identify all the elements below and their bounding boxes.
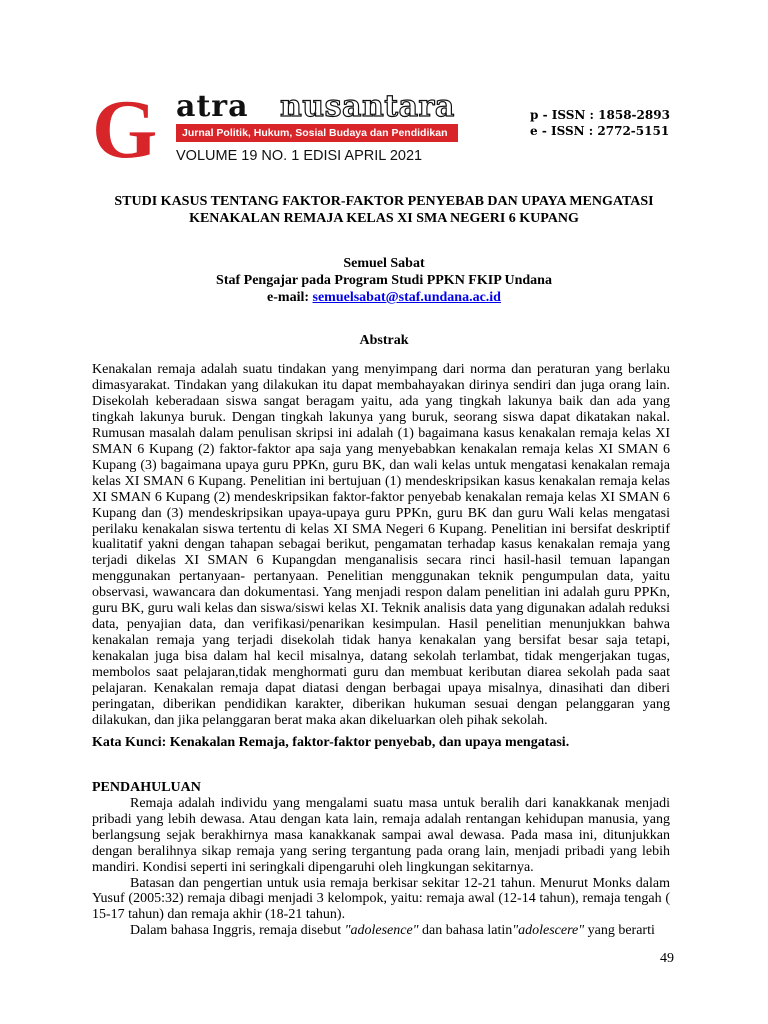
- journal-subtitle: Jurnal Politik, Hukum, Sosial Budaya dan Pendidikan: [176, 124, 458, 142]
- p-issn: p - ISSN : 1858-2893: [530, 108, 670, 122]
- author-affiliation: Staf Pengajar pada Program Studi PPKN FKIP Undana: [216, 273, 552, 288]
- intro-p3-text-c: yang berarti: [584, 923, 655, 939]
- logo-letter-g: G: [92, 83, 158, 176]
- issn-block: [530, 107, 670, 139]
- title-line-2: KENAKALAN REMAJA KELAS XI SMA NEGERI 6 KUPANG: [189, 211, 579, 226]
- journal-volume: VOLUME 19 NO. 1 EDISI APRIL 2021: [176, 148, 423, 164]
- intro-paragraph-1: Remaja adalah individu yang mengalami suatu masa untuk beralih dari kanakkanak menjadi pribadi yang lebih dewasa. Atau dengan kata lain, remaja adalah rentangan kehidupan manusia, yang berlangsung sejak berakhirnya masa kanakkanak sampai awal dewasa. Pada masa ini, ditunjukkan dengan beralihnya sikap remaja yang sering tergantung pada orang lain, menjadi pribadi yang lebih mandiri. Kondisi seperti ini seringkali dipengaruhi oleh lingkungan sekitarnya.: [92, 796, 670, 875]
- term-adolesence: "adolesence": [344, 923, 419, 939]
- intro-p3-text-a: Dalam bahasa Inggris, remaja disebut: [130, 923, 345, 939]
- intro-paragraph-2: Batasan dan pengertian untuk usia remaja berkisar sekitar 12-21 tahun. Menurut Monks dalam Yusuf (2005:32) remaja dibagi menjadi 3 kelompok, yaitu: remaja awal (12-14 tahun), remaja tengah ( 15-17 tahun) dan remaja akhir (18-21 tahun).: [92, 875, 670, 923]
- intro-paragraph-3: [92, 923, 670, 939]
- abstract-text: Kenakalan remaja adalah suatu tindakan yang menyimpang dari norma dan peraturan yang berlaku dimasyarakat. Tindakan yang dilakukan itu dapat membahayakan dirinya sendiri dan juga orang lain. Disekolah keberadaan siswa sangat beragam yaitu, ada yang tingkah lakunya baik dan ada yang tingkah lakunya buruk. Dengan tingkah lakunya yang buruk, seorang siswa dapat dikatakan nakal. Rumusan masalah dalam penulisan skripsi ini adalah (1) bagaimana kasus kenakalan remaja kelas XI SMAN 6 Kupang (2) faktor-faktor apa saja yang menyebabkan kenakalan remaja kelas XI SMAN 6 Kupang (3) bagaimana upaya guru PPKn, guru BK, dan wali kelas untuk mengatasi kenakalan remaja kelas XI SMAN 6 Kupang. Penelitian ini bertujuan (1) mendeskripsikan kasus kenakalan remaja kelas XI SMAN 6 Kupang (2) mendeskripsikan faktor-faktor penyebab kenakalan remaja kelas XI SMAN 6 Kupang dan (3) mendeskripsikan upaya-upaya guru PPKn, guru BK dan guru Wali kelas mengatasi perilaku kenakalan siswa tertentu di kelas XI SMA Negeri 6 Kupang. Penelitian ini bersifat deskriptif kualitatif yakni dengan tahapan sebagai berikut, pengamatan terhadap kasus kenakalan remaja yang terjadi dikelas XI SMAN 6 Kupangdan menganalisis secara rinci hasil-hasil temuan lapangan menggunakan pertanyaan- pertanyaan. Penelitian menggunakan teknik pengumpulan data, yaitu observasi, wawancara dan dokumentasi. Yang menjadi respon dalam penelitian ini adalah guru PPKn, guru BK, guru wali kelas dan siswa/siswi kelas XI. Teknik analisis data yang digunakan adalah reduksi data, penyajian data, dan verifikasi/penarikan kesimpulan. Hasil penelitian menunjukkan bahwa kenakalan remaja yang terjadi disekolah tidak hanya kenakalan yang bersifat besar saja tetapi, kenakalan juga bisa dalam hal kecil misalnya, datang sekolah terlambat, tidak mengerjakan tugas, membolos saat pelajaran,tidak menghormati guru dan membuat keributan diarea sekolah pada saat pelajaran. Kenakalan remaja dapat diatasi dengan berbagai upaya misalnya, dinasihati dan diberi peringatan, diberikan pendidikan karakter, diberikan hukuman sesuai dengan pelanggaran yang dilakukan, dan jika pelanggaran berat maka akan dikeluarkan oleh pihak sekolah.: [92, 362, 670, 728]
- section-heading: PENDAHULUAN: [92, 780, 201, 795]
- logo-word-atra: atra: [176, 89, 249, 124]
- logo-word-nusantara: nusantara: [280, 89, 455, 124]
- page-number: 49: [660, 951, 674, 966]
- intro-p3-text-b: dan bahasa latin: [418, 923, 513, 939]
- e-issn: e - ISSN : 2772-5151: [530, 124, 670, 138]
- abstract-heading: Abstrak: [359, 333, 409, 348]
- term-adolescere: "adolescere": [512, 923, 585, 939]
- keywords: Kata Kunci: Kenakalan Remaja, faktor-faktor penyebab, dan upaya mengatasi.: [92, 735, 570, 750]
- email-label: e-mail:: [267, 290, 310, 305]
- title-line-1: STUDI KASUS TENTANG FAKTOR-FAKTOR PENYEBAB DAN UPAYA MENGATASI: [114, 194, 654, 209]
- author-name: Semuel Sabat: [343, 256, 425, 271]
- journal-logo: [92, 83, 472, 178]
- email-link[interactable]: semuelsabat@staf.undana.ac.id: [312, 290, 501, 305]
- article-title: [70, 193, 698, 227]
- author-block: [70, 255, 698, 306]
- author-email-line: [70, 289, 698, 306]
- introduction-body: [92, 796, 670, 939]
